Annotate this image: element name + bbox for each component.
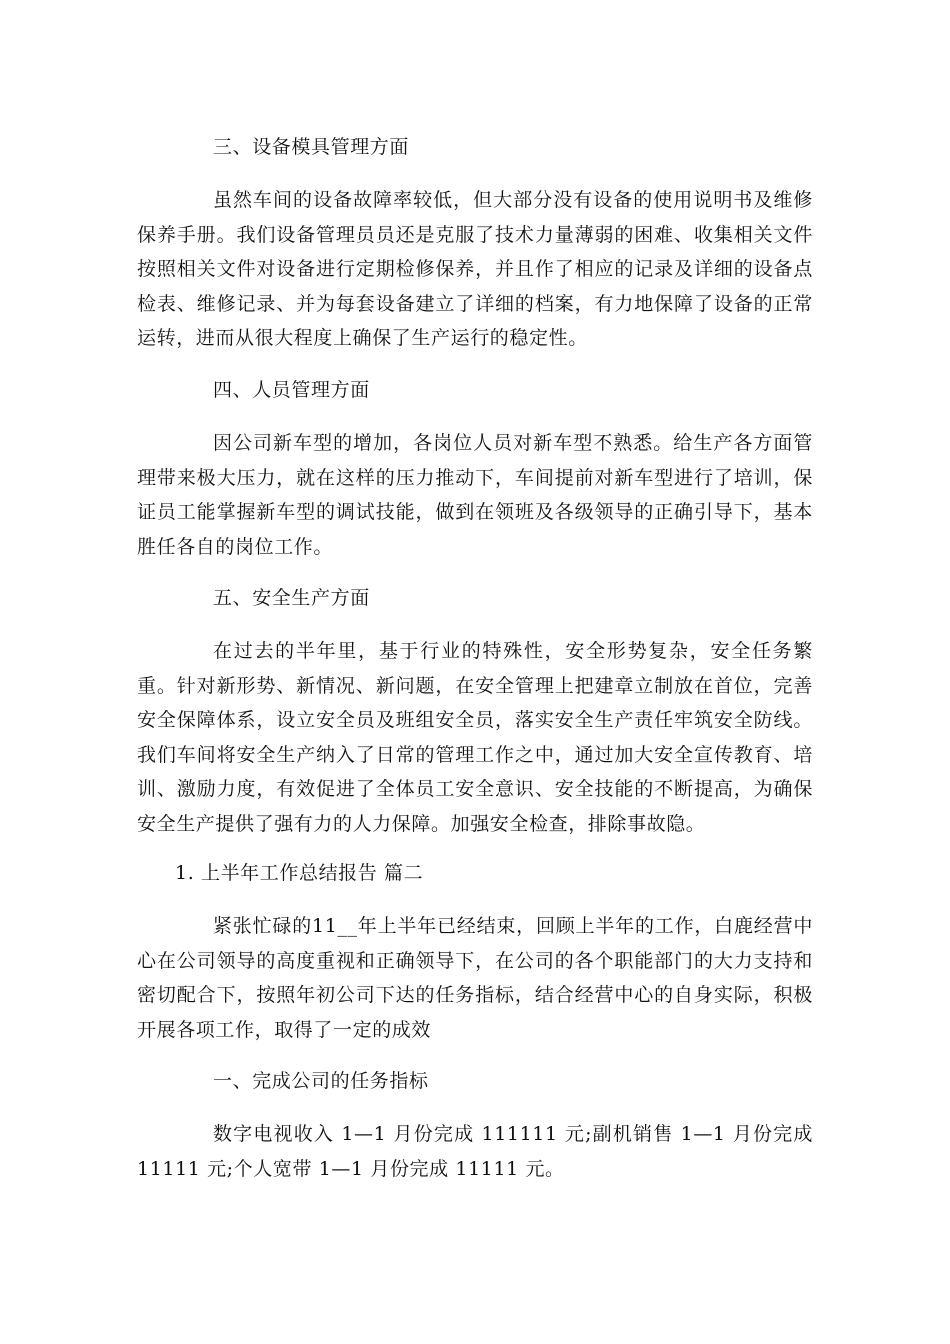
paragraph-intro: 紧张忙碌的11__年上半年已经结束，回顾上半年的工作，白鹿经营中心在公司领导的高度重视和正确领导下，在公司的各个职能部门的大力支持和密切配合下，按照年初公司下达的任务指标，结合经营中心的自身实际，积极开展各项工作，取得了一定的成效 xyxy=(137,915,813,1041)
paragraph-safety: 在过去的半年里，基于行业的特殊性，安全形势复杂，安全任务繁重。针对新形势、新情况、新问题，在安全管理上把建章立制放在首位，完善安全保障体系，设立安全员及班组安全员，落实安全生产责任牢筑安全防线。我们车间将安全生产纳入了日常的管理工作之中，通过加大安全宣传教育、培训、激励力度，有效促进了全体员工安全意识、安全技能的不断提高，为确保安全生产提供了强有力的人力保障。加强安全检查，排除事故隐。 xyxy=(137,640,813,835)
paragraph-targets: 数字电视收入 1—1 月份完成 111111 元;副机销售 1—1 月份完成 11111 元;个人宽带 1—1 月份完成 11111 元。 xyxy=(137,1123,813,1180)
section-heading-personnel: 四、人员管理方面 xyxy=(213,379,370,401)
paragraph-equipment: 虽然车间的设备故障率较低，但大部分没有设备的使用说明书及维修保养手册。我们设备管理员员还是克服了技术力量薄弱的困难、收集相关文件按照相关文件对设备进行定期检修保养，并且作了相应的记录及详细的设备点检表、维修记录、并为每套设备建立了详细的档案，有力地保障了设备的正常运转，进而从很大程度上确保了生产运行的稳定性。 xyxy=(137,189,813,349)
paragraph-personnel: 因公司新车型的增加，各岗位人员对新车型不熟悉。给生产各方面管理带来极大压力，就在这样的压力推动下，车间提前对新车型进行了培训，保证员工能掌握新车型的调试技能，做到在领班及各级领导的正确引导下，基本胜任各自的岗位工作。 xyxy=(137,432,813,558)
section-heading-safety: 五、安全生产方面 xyxy=(213,587,370,609)
section-heading-equipment: 三、设备模具管理方面 xyxy=(213,136,410,158)
section-heading-targets: 一、完成公司的任务指标 xyxy=(213,1070,429,1092)
numbered-title-part-two: 1. 上半年工作总结报告 篇二 xyxy=(175,862,424,884)
